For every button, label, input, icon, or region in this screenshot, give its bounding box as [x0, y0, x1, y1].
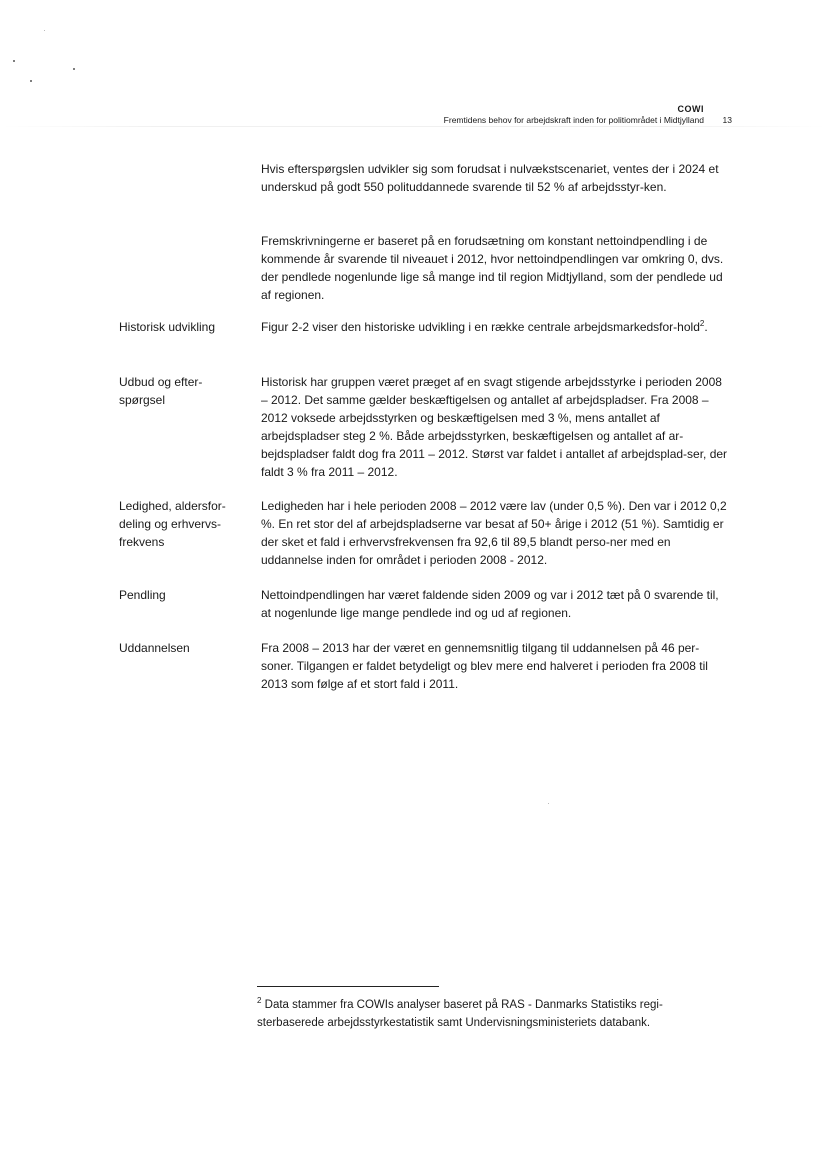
header-rule	[0, 126, 828, 127]
footnote-text: Data stammer fra COWIs analyser baseret på RAS - Danmarks Statistiks regi-sterbaserede arbejdsstyrkestatistik samt Undervisningsministeriets databank.	[257, 999, 663, 1029]
company-logo: COWI	[677, 104, 704, 114]
paragraph-udbud-og-efterspoergsel: Historisk har gruppen været præget af en svagt stigende arbejdsstyrke i perioden 2008 – 2012. Det samme gælder beskæftigelsen og antallet af arbejdspladser. Fra 2008 – 2012 voksede arbejdsstyrken og beskæftigelsen med 3 %, mens antallet af arbejdspladser steg 2 %. Både arbejdsstyrken, beskæftigelsen og antallet af ar-bejdspladser faldt dog fra 2011 – 2012. Størst var faldet i antallet af arbejdsplad-ser, der faldt 3 % fra 2011 – 2012.	[261, 375, 728, 479]
paragraph-end: .	[704, 320, 708, 334]
scan-speck	[13, 60, 15, 62]
running-header-title: Fremtidens behov for arbejdskraft inden for politiområdet i Midtjylland	[443, 115, 704, 125]
side-heading-ledighed: Ledighed, aldersfor-deling og erhvervs-frekvens	[119, 499, 226, 549]
paragraph-uddannelsen: Fra 2008 – 2013 har der været en gennemsnitlig tilgang til uddannelsen på 46 per-soner. Tilgangen er faldet betydeligt og blev mere end halveret i perioden fra 2008 til 2013 som følge af et stort fald i 2011.	[261, 641, 708, 691]
paragraph-ledighed: Ledigheden har i hele perioden 2008 – 2012 være lav (under 0,5 %). Den var i 2012 0,2 %. En ret stor del af arbejdspladserne var besat af 50+ årige i 2012 (51 %). Samtidig er der sket et fald i erhvervsfrekvensen fra 92,6 til 89,5 blandt perso-ner med en uddannelse inden for området i perioden 2008 - 2012.	[261, 499, 727, 567]
footnote-reference[interactable]: 2	[699, 319, 705, 328]
scan-speck	[548, 803, 549, 804]
paragraph-fremskrivninger: Fremskrivningerne er baseret på en forudsætning om konstant nettoindpendling i de kommende år svarende til niveauet i 2012, hvor nettoindpendlingen var omkring 0, dvs. der pendlede nogenlunde lige så mange ind til region Midtjylland, som der pendlede ud af regionen.	[261, 234, 724, 302]
scan-speck	[44, 30, 45, 31]
footnote-marker: 2	[257, 996, 262, 1006]
paragraph-pendling: Nettoindpendlingen har været faldende siden 2009 og var i 2012 tæt på 0 svarende til, at nogenlunde lige mange pendlede ind og ud af regionen.	[261, 588, 719, 620]
side-heading-pendling: Pendling	[119, 588, 166, 602]
footnote-separator	[257, 986, 439, 987]
scan-speck	[30, 80, 32, 82]
footnote	[257, 996, 727, 1032]
paragraph-underskud: Hvis efterspørgslen udvikler sig som forudsat i nulvækstscenariet, ventes der i 2024 et underskud på godt 550 polituddannede svarende til 52 % af arbejdsstyr-ken.	[261, 162, 719, 194]
side-heading-uddannelsen: Uddannelsen	[119, 641, 190, 655]
paragraph-text: Figur 2-2 viser den historiske udvikling i en række centrale arbejdsmarkedsfor-hold	[261, 320, 700, 334]
page-number: 13	[722, 115, 732, 125]
side-heading-udbud-og-efterspoergsel: Udbud og efter-spørgsel	[119, 375, 203, 407]
paragraph-historisk-udvikling	[261, 318, 731, 336]
scan-speck	[73, 68, 75, 70]
side-heading-historisk-udvikling: Historisk udvikling	[119, 320, 216, 334]
